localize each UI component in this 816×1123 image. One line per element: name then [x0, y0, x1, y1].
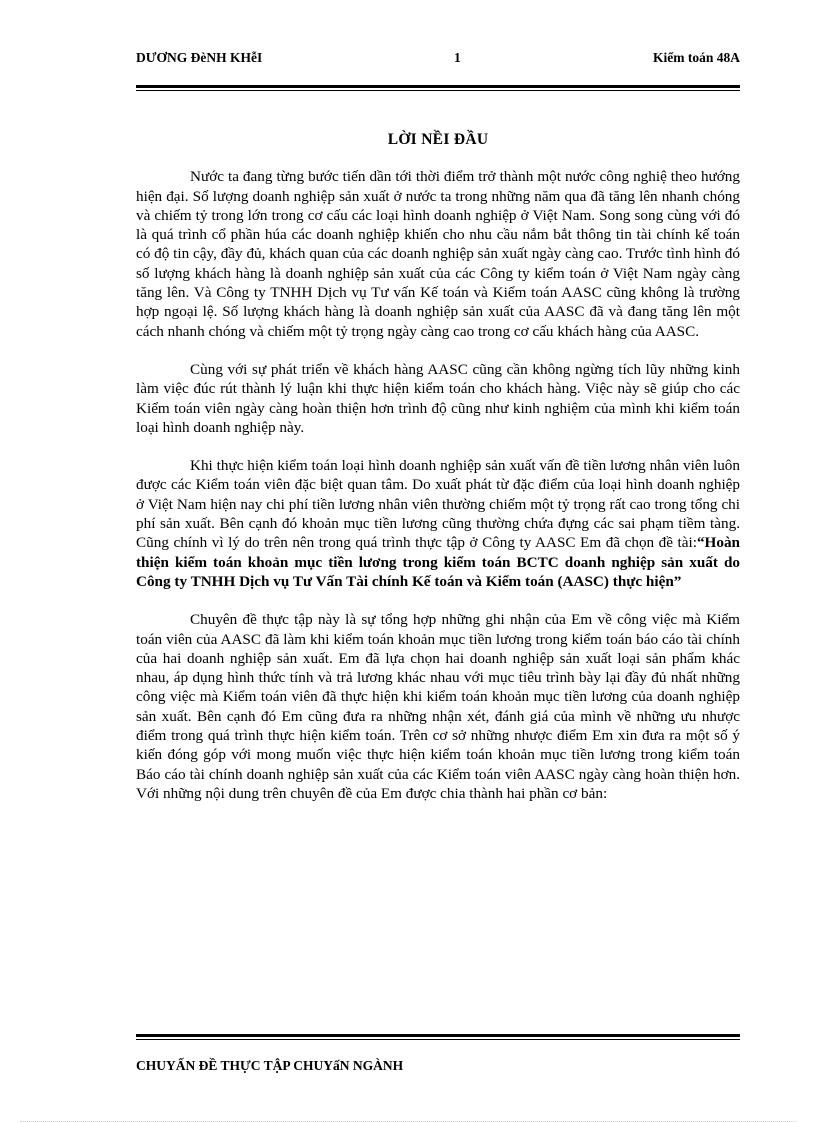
header-rule-thin — [136, 90, 740, 91]
paragraph-3 — [136, 456, 740, 591]
paragraph-2: Cùng với sự phát triển về khách hàng AASC cũng cần không ngừng tích lũy những kinh làm việc đúc rút thành lý luận khi thực hiện kiểm toán cho khách hàng. Việc này sẽ giúp cho các Kiểm toán viên ngày càng hoàn thiện hơn trình độ cũng như kinh nghiệm của mình khi kiểm toán loại hình doanh nghiệp này. — [136, 360, 740, 436]
page-bottom-border — [20, 1121, 796, 1122]
document-body — [136, 130, 740, 822]
paragraph-3-text: Khi thực hiện kiểm toán loại hình doanh nghiệp sản xuất vấn đề tiền lương nhân viên luôn được các Kiểm toán viên đặc biệt quan tâm. Do xuất phát từ đặc điểm của loại hình doanh nghiệp ở Việt Nam hiện nay chi phí tiền lương nhân viên thường chiếm một tỷ trọng rất cao trong tổng chi phí sản xuất. Bên cạnh đó khoản mục tiền lương cũng thường chứa đựng các sai phạm tiềm tàng. Cũng chính vì lý do trên nên trong quá trình thực tập ở Công ty AASC Em đã chọn đề tài: — [136, 457, 740, 552]
header-class: Kiểm toán 48A — [653, 50, 740, 65]
header-rule-thick — [136, 85, 740, 88]
page-footer: CHUYẤN ĐỀ THỰC TẬP CHUYấN NGÀNH — [136, 1058, 404, 1073]
document-title: LỜI NỀI ĐẦU — [387, 131, 489, 148]
footer-rule-thin — [136, 1039, 740, 1040]
page-header — [136, 50, 740, 70]
header-page-number: 1 — [454, 50, 461, 65]
thesis-topic: “Hoàn thiện kiểm toán khoản mục tiền lương trong kiểm toán BCTC doanh nghiệp sản xuất do Công ty TNHH Dịch vụ Tư Vấn Tài chính Kế toán và Kiểm toán (AASC) thực hiện” — [136, 534, 740, 590]
header-author: DƯƠNG ĐèNH KHễI — [136, 50, 263, 65]
paragraph-1: Nước ta đang từng bước tiến dần tới thời điểm trở thành một nước công nghiệ theo hướng hiện đại. Số lượng doanh nghiệp sản xuất ở nước ta trong những năm qua đã tăng lên nhanh chóng và chiếm tỷ trong lớn trong cơ cấu các loại hình doanh nghiệp ở Việt Nam. Song song cùng với đó là quá trình cổ phần húa các doanh nghiệp khiến cho nhu cầu nắm bắt thông tin tài chính kế toán có độ tin cậy, đầy đủ, khách quan của các doanh nghiệp sản xuất ngày càng cao. Trước tình hình đó số lượng khách hàng là doanh nghiệp sản xuất của các Công ty kiểm toán ở Việt Nam ngày càng tăng lên. Và Công ty TNHH Dịch vụ Tư vấn Kế toán và Kiểm toán AASC cũng không là trường hợp ngoại lệ. Số lượng khách hàng là doanh nghiệp sản xuất của AASC đã và đang tăng lên một cách nhanh chóng và chiếm một tỷ trọng ngày càng cao trong cơ cấu khách hàng của AASC. — [136, 168, 740, 340]
paragraph-4: Chuyên đề thực tập này là sự tổng hợp những ghi nhận của Em về công việc mà Kiểm toán viên của AASC đã làm khi kiểm toán khoản mục tiền lương trong kiểm toán báo cáo tài chính của hai doanh nghiệp sản xuất. Em đã lựa chọn hai doanh nghiệp sản xuất loại sản phẩm khác nhau, áp dụng hình thức tính và trả lương khác nhau với mục tiêu trình bày lại đầy đủ nhất những công việc mà Kiểm toán viên đã thực hiện khi kiểm toán khoản mục tiền lương của doanh nghiệp sản xuất. Bên cạnh đó Em cũng đưa ra những nhận xét, đánh giá của mình về những ưu nhược điểm trong quá trình thực hiện kiểm toán. Trên cơ sở những nhược điểm Em xin đưa ra một số ý kiến đóng góp với mong muốn việc thực hiện kiểm toán khoản mục tiền lương trong kiểm toán Báo cáo tài chính doanh nghiệp sản xuất của các Kiểm toán viên AASC ngày càng hoàn thiện hơn. Với những nội dung trên chuyên đề của Em được chia thành hai phần cơ bản: — [136, 611, 740, 802]
footer-rule-thick — [136, 1034, 740, 1037]
